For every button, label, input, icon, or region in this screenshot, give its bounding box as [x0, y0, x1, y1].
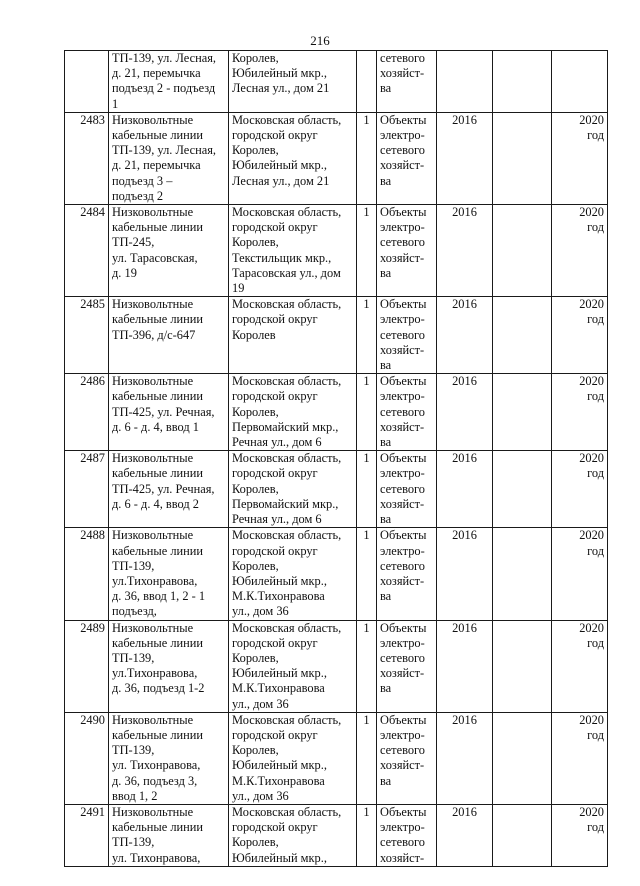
plan-year-cell: 2020 год: [552, 804, 608, 866]
quantity-cell: [357, 51, 377, 113]
table-row: [65, 297, 608, 374]
plan-year-cell: 2020 год: [552, 205, 608, 297]
empty-cell: [493, 205, 552, 297]
plan-year-cell: 2020 год: [552, 112, 608, 204]
plan-year-cell: 2020 год: [552, 620, 608, 712]
address-cell: Московская область, городской округ Королев, Юбилейный мкр., Лесная ул., дом 21: [229, 112, 357, 204]
object-name-cell: Низковольтные кабельные линии ТП-425, ул. Речная, д. 6 - д. 4, ввод 1: [109, 374, 229, 451]
empty-cell: [493, 620, 552, 712]
object-name-cell: Низковольтные кабельные линии ТП-139, ул.Тихонравова, д. 36, ввод 1, 2 - 1 подъезд,: [109, 528, 229, 620]
empty-cell: [493, 804, 552, 866]
page-number: 216: [310, 33, 330, 48]
object-type-cell: Объекты электро- сетевого хозяйст- ва: [377, 528, 437, 620]
row-number-cell: [65, 51, 109, 113]
empty-cell: [493, 51, 552, 113]
quantity-cell: 1: [357, 712, 377, 804]
object-type-cell: Объекты электро- сетевого хозяйст- ва: [377, 620, 437, 712]
table-row: [65, 712, 608, 804]
row-number-cell: 2484: [65, 205, 109, 297]
year-cell: 2016: [437, 205, 493, 297]
plan-year-cell: 2020 год: [552, 712, 608, 804]
object-name-cell: Низковольтные кабельные линии ТП-139, ул. Тихонравова, д. 36, подъезд 3, ввод 1, 2: [109, 712, 229, 804]
empty-cell: [493, 528, 552, 620]
empty-cell: [493, 712, 552, 804]
object-name-cell: Низковольтные кабельные линии ТП-396, д/с-647: [109, 297, 229, 374]
row-number-cell: 2488: [65, 528, 109, 620]
object-type-cell: Объекты электро- сетевого хозяйст- ва: [377, 451, 437, 528]
row-number-cell: 2486: [65, 374, 109, 451]
quantity-cell: 1: [357, 451, 377, 528]
row-number-cell: 2485: [65, 297, 109, 374]
plan-year-cell: 2020 год: [552, 451, 608, 528]
table-row: [65, 451, 608, 528]
year-cell: 2016: [437, 528, 493, 620]
object-type-cell: Объекты электро- сетевого хозяйст- ва: [377, 112, 437, 204]
quantity-cell: 1: [357, 297, 377, 374]
table-body: [65, 51, 608, 867]
table-row: [65, 51, 608, 113]
row-number-cell: 2489: [65, 620, 109, 712]
object-type-cell: Объекты электро- сетевого хозяйст-: [377, 804, 437, 866]
table-row: [65, 374, 608, 451]
year-cell: 2016: [437, 620, 493, 712]
table-row: [65, 620, 608, 712]
empty-cell: [493, 451, 552, 528]
empty-cell: [493, 297, 552, 374]
object-name-cell: Низковольтные кабельные линии ТП-245, ул. Тарасовская, д. 19: [109, 205, 229, 297]
plan-year-cell: [552, 51, 608, 113]
address-cell: Московская область, городской округ Королев: [229, 297, 357, 374]
plan-year-cell: 2020 год: [552, 374, 608, 451]
table-row: [65, 112, 608, 204]
empty-cell: [493, 374, 552, 451]
table-row: [65, 804, 608, 866]
quantity-cell: 1: [357, 112, 377, 204]
object-name-cell: Низковольтные кабельные линии ТП-139, ул.Тихонравова, д. 36, подъезд 1-2: [109, 620, 229, 712]
quantity-cell: 1: [357, 528, 377, 620]
plan-year-cell: 2020 год: [552, 297, 608, 374]
object-type-cell: Объекты электро- сетевого хозяйст- ва: [377, 374, 437, 451]
address-cell: Московская область, городской округ Королев, Юбилейный мкр., М.К.Тихонравова ул., дом 36: [229, 528, 357, 620]
address-cell: Московская область, городской округ Королев, Текстильщик мкр., Тарасовская ул., дом 19: [229, 205, 357, 297]
quantity-cell: 1: [357, 620, 377, 712]
address-cell: Московская область, городской округ Королев, Первомайский мкр., Речная ул., дом 6: [229, 374, 357, 451]
year-cell: [437, 51, 493, 113]
row-number-cell: 2491: [65, 804, 109, 866]
address-cell: Московская область, городской округ Королев, Юбилейный мкр., М.К.Тихонравова ул., дом 36: [229, 712, 357, 804]
year-cell: 2016: [437, 297, 493, 374]
object-type-cell: сетевого хозяйст- ва: [377, 51, 437, 113]
table-row: [65, 528, 608, 620]
object-name-cell: Низковольтные кабельные линии ТП-139, ул. Тихонравова,: [109, 804, 229, 866]
year-cell: 2016: [437, 804, 493, 866]
year-cell: 2016: [437, 112, 493, 204]
row-number-cell: 2490: [65, 712, 109, 804]
object-name-cell: Низковольтные кабельные линии ТП-425, ул. Речная, д. 6 - д. 4, ввод 2: [109, 451, 229, 528]
row-number-cell: 2483: [65, 112, 109, 204]
object-type-cell: Объекты электро- сетевого хозяйст- ва: [377, 297, 437, 374]
address-cell: Королев, Юбилейный мкр., Лесная ул., дом 21: [229, 51, 357, 113]
empty-cell: [493, 112, 552, 204]
table-row: [65, 205, 608, 297]
plan-year-cell: 2020 год: [552, 528, 608, 620]
year-cell: 2016: [437, 712, 493, 804]
quantity-cell: 1: [357, 205, 377, 297]
address-cell: Московская область, городской округ Королев, Первомайский мкр., Речная ул., дом 6: [229, 451, 357, 528]
quantity-cell: 1: [357, 804, 377, 866]
registry-table: [64, 50, 608, 867]
address-cell: Московская область, городской округ Королев, Юбилейный мкр.,: [229, 804, 357, 866]
object-name-cell: Низковольтные кабельные линии ТП-139, ул. Лесная, д. 21, перемычка подъезд 3 – подъезд 2: [109, 112, 229, 204]
address-cell: Московская область, городской округ Королев, Юбилейный мкр., М.К.Тихонравова ул., дом 36: [229, 620, 357, 712]
object-name-cell: ТП-139, ул. Лесная, д. 21, перемычка подъезд 2 - подъезд 1: [109, 51, 229, 113]
object-type-cell: Объекты электро- сетевого хозяйст- ва: [377, 205, 437, 297]
object-type-cell: Объекты электро- сетевого хозяйст- ва: [377, 712, 437, 804]
quantity-cell: 1: [357, 374, 377, 451]
row-number-cell: 2487: [65, 451, 109, 528]
year-cell: 2016: [437, 374, 493, 451]
year-cell: 2016: [437, 451, 493, 528]
